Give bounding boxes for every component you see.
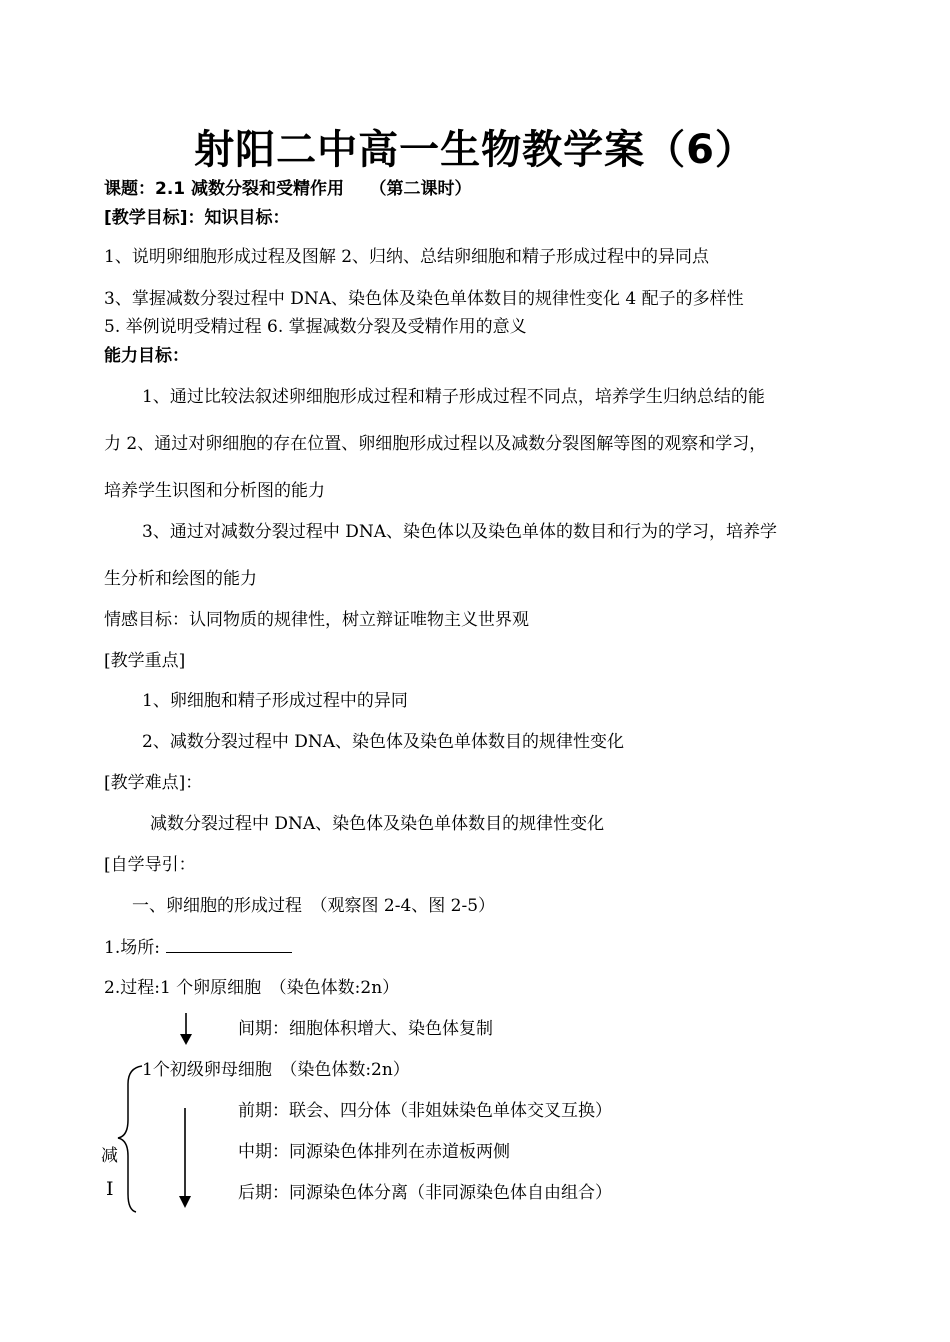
anaphase-text: 后期：同源染色体分离（非同源染色体自由组合） (238, 1183, 612, 1203)
ability-header: 能力目标： (104, 346, 189, 366)
section-heading: 一、卵细胞的形成过程 （观察图 2-4、图 2-5） (132, 896, 496, 916)
knowledge-line: 3、掌握减数分裂过程中 DNA、染色体及染色单体数目的规律性变化 4 配子的多样性 (104, 289, 744, 309)
lesson-topic: 课题：2.1 减数分裂和受精作用 （第二课时） (104, 179, 472, 199)
interphase-text: 间期：细胞体积增大、染色体复制 (238, 1019, 493, 1039)
difficulty-text: 减数分裂过程中 DNA、染色体及染色单体数目的规律性变化 (150, 814, 605, 834)
brace-icon (118, 1066, 142, 1212)
down-arrow-icon (180, 1013, 192, 1045)
primary-oocyte: 1个初级卵母细胞 （染色体数:2n） (142, 1060, 410, 1080)
objectives-header: [教学目标]：知识目标： (104, 208, 290, 228)
process-line: 2.过程:1 个卵原细胞 （染色体数:2n） (104, 978, 400, 998)
ability-line: 力 2、通过对卵细胞的存在位置、卵细胞形成过程以及减数分裂图解等图的观察和学习， (104, 434, 767, 454)
ability-line: 生分析和绘图的能力 (104, 569, 257, 589)
prophase-text: 前期：联会、四分体（非姐妹染色单体交叉互换） (238, 1101, 612, 1121)
ability-line: 1、通过比较法叙述卵细胞形成过程和精子形成过程不同点，培养学生归纳总结的能 (142, 387, 765, 407)
place-label: 1.场所: (104, 938, 160, 958)
key-point: 2、减数分裂过程中 DNA、染色体及染色单体数目的规律性变化 (142, 732, 625, 752)
meiosis-numeral: I (106, 1178, 114, 1200)
long-down-arrow-icon (179, 1108, 191, 1208)
page-title: 射阳二中高一生物教学案（6） (194, 127, 756, 173)
key-point: 1、卵细胞和精子形成过程中的异同 (142, 691, 408, 711)
ability-line: 培养学生识图和分析图的能力 (104, 481, 325, 501)
metaphase-text: 中期：同源染色体排列在赤道板两侧 (238, 1142, 510, 1162)
knowledge-line: 5. 举例说明受精过程 6. 掌握减数分裂及受精作用的意义 (104, 317, 527, 337)
ability-line: 3、通过对减数分裂过程中 DNA、染色体以及染色单体的数目和行为的学习，培养学 (142, 522, 777, 542)
guide-header: [自学导引： (104, 855, 196, 875)
knowledge-line: 1、说明卵细胞形成过程及图解 2、归纳、总结卵细胞和精子形成过程中的异同点 (104, 247, 710, 267)
emotion-objective: 情感目标：认同物质的规律性，树立辩证唯物主义世界观 (104, 610, 529, 630)
difficulty-header: [教学难点]： (104, 773, 203, 793)
key-header: [教学重点] (104, 651, 186, 671)
meiosis-label: 减 (101, 1146, 118, 1166)
